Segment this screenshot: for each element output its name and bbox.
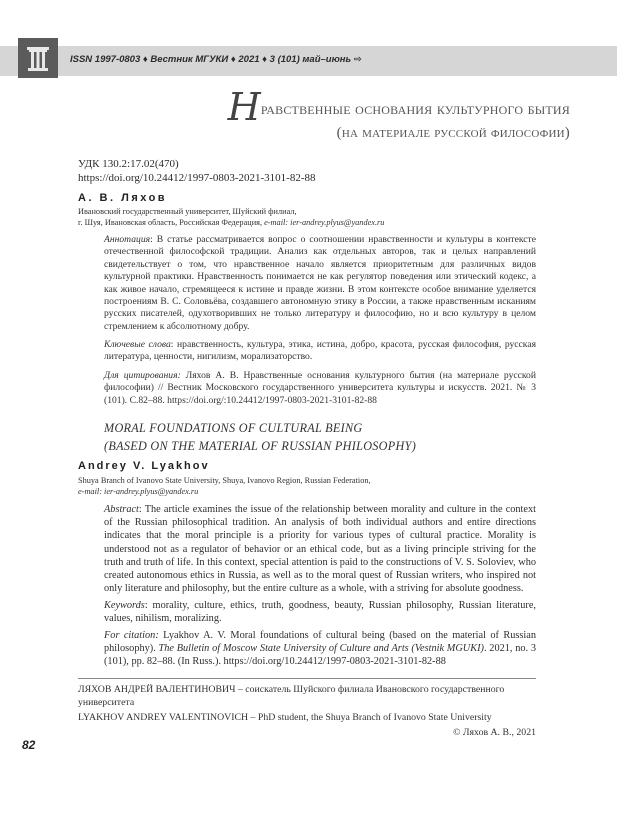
email-link-ru[interactable]: ier-andrey.plyus@yandex.ru (290, 218, 385, 227)
footnote-en-text: – PhD student, the Shuya Branch of Ivanovo State University (248, 712, 492, 723)
keywords-en-text: : morality, culture, ethics, truth, goodness, beauty, Russian philosophy, Russian literature, values, nihilism, moralizing. (104, 600, 536, 625)
title-line1: равственные основания культурного бытия (260, 99, 570, 118)
keywords-ru (104, 339, 536, 364)
udk: УДК 130.2:17.02(470) (78, 158, 179, 170)
citation-ru-text: Ляхов А. В. Нравственные основания культурного бытия (на материале русской философии) // Вестник Московского государственного университета культуры и искусств. 2021. № 3 (101). С.82–88. https://doi.org/:10.24412/1997-0803-2021-3101-82-88 (104, 370, 536, 406)
footnote-en-name: LYAKHOV ANDREY VALENTINOVICH (78, 712, 249, 723)
abstract-en-label: Abstract (104, 504, 139, 515)
title-initial: Н (227, 85, 261, 129)
journal-header (70, 54, 362, 65)
citation-en-text-b: . 2021, no. 3 (101), pp. 82–88. (In Russ.). https://doi.org/10.24412/1997-0803-2021-3101-82-88 (104, 643, 536, 668)
citation-en-label: For citation: (104, 630, 159, 641)
bullet: ♦ (142, 54, 148, 65)
abstract-en-text: : The article examines the issue of the relationship between morality and culture in the context of the Russian philosophical tradition. An analysis of both individual authors and entire directions indicates that the moral principle is a priority for various types of cultural practice. Morality is understood not as a regulator of behavior or an ethical code, but as a living principle striving for the truth and truth of life. In this context, special attention is paid to the constructions of V. S. Soloviev, who created autonomous ethics in Russia, as well as to the moral quest of Russian writers, who inspired not only literature and philosophy, but the entire culture as a whole, with a striving for absolute goodness. (104, 504, 536, 595)
author-name-en: Andrey V. Lyakhov (78, 460, 210, 472)
abstract-en (104, 503, 536, 595)
affiliation-ru-line2 (78, 218, 384, 229)
issn: ISSN 1997-0803 (70, 54, 141, 65)
issue: 3 (101) май–июнь (269, 54, 352, 65)
author-name-ru: А. В. Ляхов (78, 192, 168, 204)
page-number: 82 (22, 738, 36, 752)
footnote-ru (78, 684, 536, 709)
citation-en (104, 629, 536, 669)
copyright: © Ляхов А. В., 2021 (453, 727, 536, 738)
keywords-ru-text: : нравственность, культура, этика, истина, добро, красота, русская философия, русская литература, ценности, нигилизм, морализаторство. (104, 339, 536, 363)
arrow-icon: ⇨ (353, 54, 362, 65)
affiliation-en: Shuya Branch of Ivanovo State University, Shuya, Ivanovo Region, Russian Federation, (78, 476, 371, 485)
abstract-ru-label: Аннотация (104, 234, 151, 245)
keywords-en (104, 599, 536, 625)
title-en-line2: (BASED ON THE MATERIAL OF RUSSIAN PHILOSOPHY) (104, 439, 417, 453)
email-en[interactable]: e-mail: ier-andrey.plyus@yandex.ru (78, 487, 199, 496)
year: 2021 (238, 54, 260, 65)
article-title (70, 85, 570, 144)
abstract-ru-text: : В статье рассматривается вопрос о соотношении нравственности и культуры в контексте отечественной философской традиции. Анализ как отдельных авторов, так и целых направлений свидетельствует о том, что нравственное начало является приоритетным для различных видов культурной практики. Нравственность понимается не как регулятор поведения или этический кодекс, а как живое начало, стремящееся к истине и правде жизни. В этом контексте особое внимание уделяется построениям В. С. Соловьёва, создавшего автономную этику в России, а также нравственным исканиям русских писателей, одухотворивших не только литературу и философию, но и всю культуру в целом стремлением к абсолютному добру. (104, 234, 536, 332)
footnote-ru-name: ЛЯХОВ АНДРЕЙ ВАЛЕНТИНОВИЧ (78, 684, 236, 695)
footnote-divider (78, 678, 536, 679)
footnote-en (78, 712, 536, 725)
keywords-ru-label: Ключевые слова (104, 339, 171, 350)
bullet: ♦ (262, 54, 268, 65)
keywords-en-label: Keywords (104, 600, 145, 611)
column-icon (18, 38, 58, 78)
title-en-line1: MORAL FOUNDATIONS OF CULTURAL BEING (104, 421, 363, 435)
email-label: e-mail: (264, 218, 289, 227)
title-line2: (на материале русской философии) (336, 125, 570, 141)
affiliation-ru-line1: Ивановский государственный университет, Шуйский филиал, (78, 207, 297, 216)
affiliation-ru-text: г. Шуя, Ивановская область, Российская Федерация, (78, 218, 263, 227)
bullet: ♦ (230, 54, 236, 65)
citation-ru (104, 370, 536, 407)
article-title-en (104, 419, 416, 455)
doi-link[interactable]: https://doi.org/10.24412/1997-0803-2021-3101-82-88 (78, 172, 316, 184)
journal-logo (18, 38, 58, 78)
journal-name: Вестник МГУКИ (150, 54, 229, 65)
citation-en-journal: The Bulletin of Moscow State University of Culture and Arts (Vestnik MGUKI) (158, 643, 484, 655)
footnote-ru-text: – соискатель Шуйского филиала Ивановского государственного университета (78, 684, 505, 708)
citation-en-text-a: Lyakhov A. V. Moral foundations of cultural being (based on the material of Russian philosophy). (104, 630, 536, 655)
abstract-ru (104, 234, 536, 333)
citation-ru-label: Для цитирования: (104, 370, 181, 381)
